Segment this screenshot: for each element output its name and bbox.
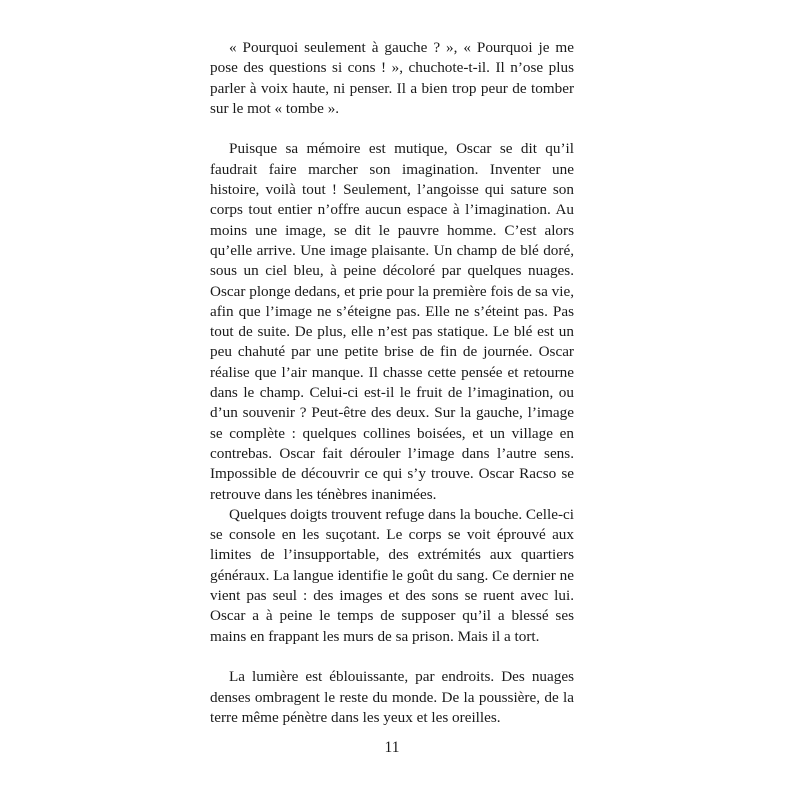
paragraph-2: Puisque sa mémoire est mutique, Oscar se dit qu’il faudrait faire marcher son imagination. Inventer une histoire, voilà tout ! Seulement, l’angoisse qui sature son corps tout entier n’offre aucun espace à l’imagination. Au moins une image, se dit le pauvre homme. C’est alors qu’elle arrive. Une image plaisante. Un champ de blé doré, sous un ciel bleu, à peine décoloré par quelques nuages. Oscar plonge dedans, et prie pour la première fois de sa vie, afin que l’image ne s’éteigne pas. Elle ne s’éteint pas. Pas tout de suite. De plus, elle n’est pas statique. Le blé est un peu chahuté par une petite brise de fin de journée. Oscar réalise que l’air manque. Il chasse cette pensée et retourne dans le champ. Celui-ci est-il le fruit de l’imagination, ou d’un souvenir ? Peut-être des deux. Sur la gauche, l’image se complète : quelques collines boisées, et un village en contrebas. Oscar fait dérouler l’image dans l’autre sens. Impossible de découvrir ce qui s’y trouve. Oscar Racso se retrouve dans les ténèbres inanimées. [210,140,574,503]
body-text [210,38,574,728]
paragraph-3: Quelques doigts trouvent refuge dans la bouche. Celle-ci se console en les suçotant. Le corps se voit éprouvé aux limites de l’insupportable, des extrémités aux quartiers généraux. La langue identifie le goût du sang. Ce dernier ne vient pas seul : des images et des sons se ruent avec lui. Oscar a à peine le temps de supposer qu’il a blessé ses mains en frappant les murs de sa prison. Mais il a tort. [210,505,574,645]
book-page [210,38,574,778]
page-number: 11 [384,739,400,756]
paragraph-4: La lumière est éblouissante, par endroits. Des nuages denses ombragent le reste du monde. De la poussière, de la terre même pénètre dans les yeux et les oreilles. [210,668,574,726]
paragraph-1: « Pourquoi seulement à gauche ? », « Pourquoi je me pose des questions si cons ! », chuchote-t-il. Il n’ose plus parler à voix haute, ni penser. Il a bien trop peur de tomber sur le mot « tombe ». [210,39,574,117]
